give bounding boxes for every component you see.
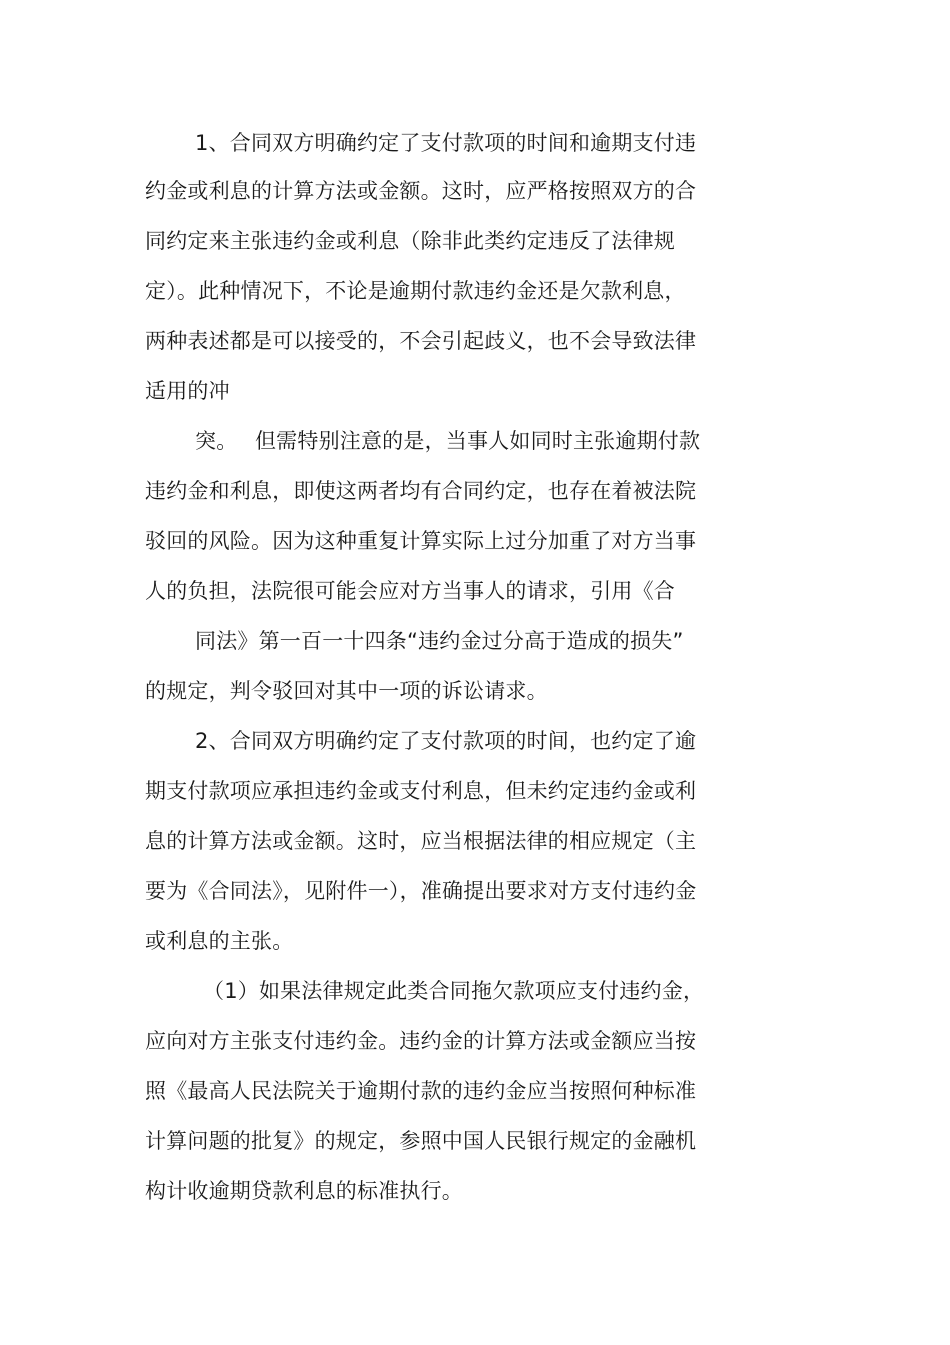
text-line-14: 期支付款项应承担违约金或支付利息，但未约定违约金或利	[145, 779, 697, 803]
text-line-9: 驳回的风险。因为这种重复计算实际上过分加重了对方当事	[145, 529, 697, 553]
text-line-13: 2、合同双方明确约定了支付款项的时间，也约定了逾	[195, 729, 697, 753]
text-line-8: 违约金和利息，即使这两者均有合同约定，也存在着被法院	[145, 479, 697, 503]
text-line-21: 计算问题的批复》的规定，参照中国人民银行规定的金融机	[145, 1129, 697, 1153]
text-line-18: （1）如果法律规定此类合同拖欠款项应支付违约金，	[203, 979, 705, 1003]
text-line-15: 息的计算方法或金额。这时，应当根据法律的相应规定（主	[145, 829, 697, 853]
text-line-7: 突。 但需特别注意的是，当事人如同时主张逾期付款	[195, 429, 701, 453]
text-line-5: 两种表述都是可以接受的，不会引起歧义，也不会导致法律	[145, 329, 697, 353]
text-line-16: 要为《合同法》，见附件一），准确提出要求对方支付违约金	[145, 879, 697, 903]
text-line-6: 适用的冲	[145, 379, 230, 403]
text-line-11: 同法》第一百一十四条“违约金过分高于造成的损失”	[195, 629, 684, 653]
text-line-22: 构计收逾期贷款利息的标准执行。	[145, 1179, 463, 1203]
text-line-10: 人的负担，法院很可能会应对方当事人的请求，引用《合	[145, 579, 675, 603]
text-line-20: 照《最高人民法院关于逾期付款的违约金应当按照何种标准	[145, 1079, 697, 1103]
text-line-1: 1、合同双方明确约定了支付款项的时间和逾期支付违	[195, 131, 697, 155]
text-line-12: 的规定，判令驳回对其中一项的诉讼请求。	[145, 679, 548, 703]
text-line-2: 约金或利息的计算方法或金额。这时，应严格按照双方的合	[145, 179, 697, 203]
text-line-17: 或利息的主张。	[145, 929, 294, 953]
text-line-3: 同约定来主张违约金或利息（除非此类约定违反了法律规	[145, 229, 675, 253]
text-line-4: 定）。此种情况下，不论是逾期付款违约金还是欠款利息，	[145, 279, 686, 303]
text-line-19: 应向对方主张支付违约金。违约金的计算方法或金额应当按	[145, 1029, 697, 1053]
